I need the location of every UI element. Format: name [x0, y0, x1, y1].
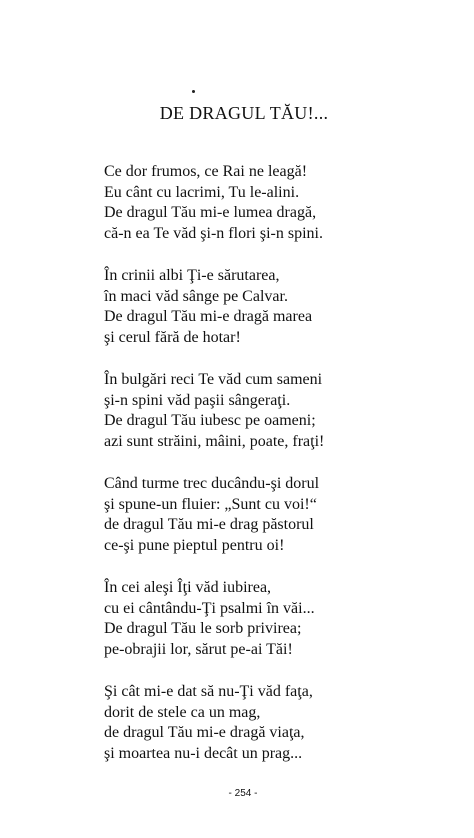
- stanza-2: [104, 266, 464, 348]
- stray-mark: [192, 90, 195, 93]
- poem-line: şi cerul fără de hotar!: [104, 328, 241, 346]
- poem-line: azi sunt străini, mâini, poate, fraţi!: [104, 432, 325, 450]
- page-number: - 254 -: [228, 788, 258, 799]
- poem-line: De dragul Tău mi-e lumea dragă,: [104, 204, 317, 221]
- poem-line: de dragul Tău mi-e drag păstorul: [104, 516, 314, 533]
- poem-line: Ce dor frumos, ce Rai ne leagă!: [104, 163, 308, 180]
- poem-line: În crinii albi Ţi-e sărutarea,: [104, 267, 280, 284]
- poem-line: şi moartea nu-i decât un prag...: [104, 744, 303, 762]
- poem-line: De dragul Tău le sorb privirea;: [104, 620, 302, 637]
- stanza-5: [104, 578, 464, 660]
- poem-line: Eu cânt cu lacrimi, Tu le-alini.: [104, 183, 300, 201]
- poem-body: [104, 162, 464, 786]
- poem-line: ce-şi pune pieptul pentru oi!: [104, 536, 285, 554]
- stanza-6: [104, 682, 464, 764]
- poem-line: şi-n spini văd paşii sângeraţi.: [104, 391, 291, 409]
- stanza-3: [104, 370, 464, 452]
- poem-line: În bulgări reci Te văd cum sameni: [104, 371, 323, 388]
- poem-title: DE DRAGUL TĂU!...: [159, 103, 329, 123]
- poem-line: şi spune-un fluier: „Sunt cu voi!“: [104, 495, 317, 513]
- poem-line: Şi cât mi-e dat să nu-Ţi văd faţa,: [104, 683, 313, 700]
- poem-line: În cei aleşi Îţi văd iubirea,: [104, 579, 272, 596]
- poem-line: de dragul Tău mi-e dragă viaţa,: [104, 724, 305, 741]
- poem-line: De dragul Tău iubesc pe oameni;: [104, 412, 316, 429]
- poem-line: dorit de stele ca un mag,: [104, 703, 261, 721]
- poem-line: De dragul Tău mi-e dragă marea: [104, 308, 313, 325]
- poem-line: cu ei cântându-Ţi psalmi în văi...: [104, 599, 315, 617]
- stanza-4: [104, 474, 464, 556]
- poem-line: Când turme trec ducându-şi dorul: [104, 475, 320, 492]
- stanza-1: [104, 162, 464, 244]
- poem-line: pe-obrajii lor, sărut pe-ai Tăi!: [104, 640, 293, 658]
- poem-line: că-n ea Te văd şi-n flori şi-n spini.: [104, 224, 323, 242]
- poem-line: în maci văd sânge pe Calvar.: [104, 287, 288, 305]
